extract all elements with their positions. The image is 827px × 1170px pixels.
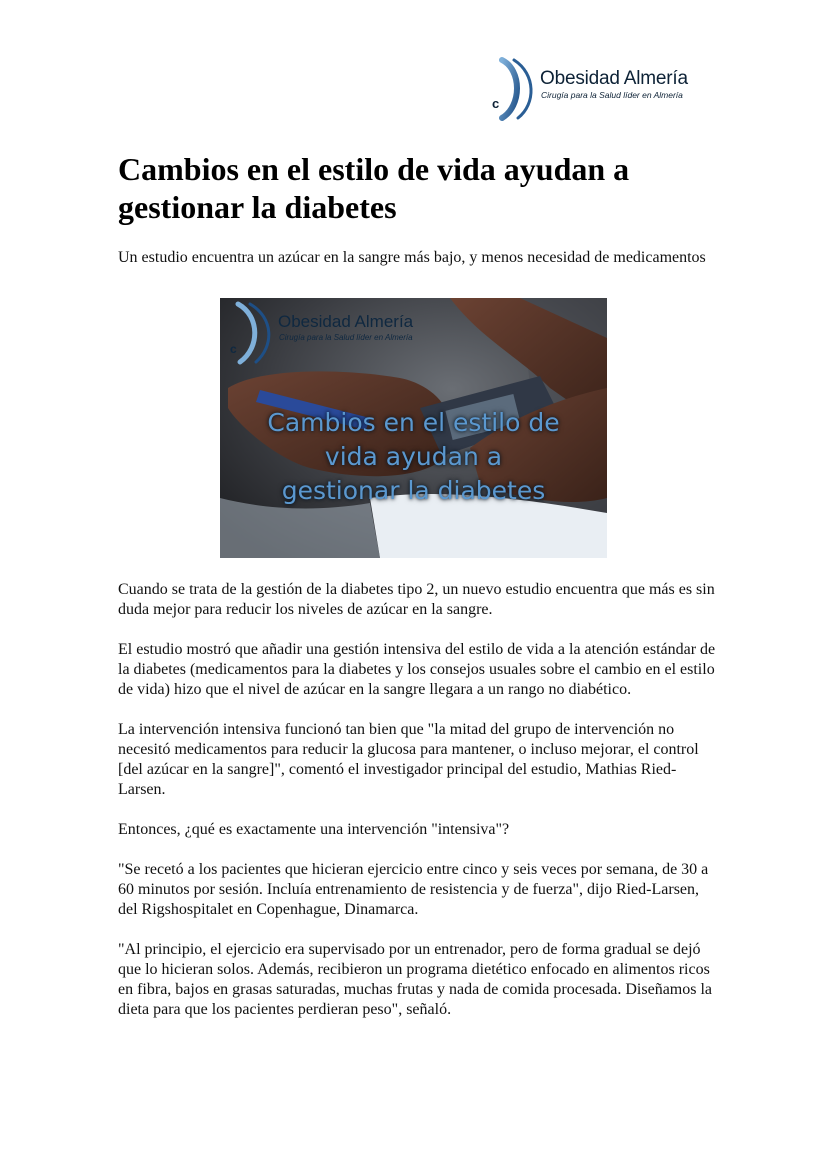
article-paragraph: La intervención intensiva funcionó tan bien que "la mitad del grupo de intervención no necesitó medicamentos para reducir la glucosa para mantener, o incluso mejorar, el control [del azúcar en la sangre]", comentó el investigador principal del estudio, Mathias Ried-Larsen. <box>118 721 699 798</box>
header-logo <box>488 56 718 128</box>
hero-overlay-title <box>220 406 607 508</box>
article-paragraph: Cuando se trata de la gestión de la diabetes tipo 2, un nuevo estudio encuentra que más es sin duda mejor para reducir los niveles de azúcar en la sangre. <box>118 581 715 618</box>
logo-brand-text: Obesidad Almería <box>540 68 688 89</box>
article-title: Cambios en el estilo de vida ayudan a gestionar la diabetes <box>118 151 630 225</box>
hero-image <box>220 298 607 558</box>
hero-overlay-line: vida ayudan a <box>324 442 503 471</box>
svg-text:c: c <box>230 342 237 356</box>
article-paragraph: "Al principio, el ejercicio era supervisado por un entrenador, pero de forma gradual se dejó que lo hicieran solos. Además, recibieron un programa dietético enfocado en alimentos ricos en fibra, bajos en grasas saturadas, muchas frutas y nada de comida procesada. Diseñamos la dieta para que los pacientes perdieran peso", señaló. <box>118 941 713 1018</box>
article <box>118 150 718 1020</box>
hero-overlay-line: gestionar la diabetes <box>281 476 546 505</box>
hero-tagline-text: Cirugía para la Salud líder en Almería <box>279 333 413 342</box>
article-subtitle: Un estudio encuentra un azúcar en la sangre más bajo, y menos necesidad de medicamentos <box>118 249 706 266</box>
article-paragraph: El estudio mostró que añadir una gestión intensiva del estilo de vida a la atención estándar de la diabetes (medicamentos para la diabetes y los consejos usuales sobre el cambio en el estilo de vida) hizo que el nivel de azúcar en la sangre llegara a un rango no diabético. <box>118 641 716 698</box>
article-paragraph: "Se recetó a los pacientes que hicieran ejercicio entre cinco y seis veces por semana, de 30 a 60 minutos por sesión. Incluía entrenamiento de resistencia y de fuerza", dijo Ried-Larsen, del Rigshospitalet en Copenhague, Dinamarca. <box>118 861 709 918</box>
hero-overlay-line: Cambios en el estilo de <box>267 408 560 437</box>
hero-brand-text: Obesidad Almería <box>278 312 414 331</box>
logo-tagline-text: Cirugía para la Salud líder en Almería <box>541 90 683 100</box>
article-paragraph: Entonces, ¿qué es exactamente una intervención "intensiva"? <box>118 821 510 838</box>
svg-text:c: c <box>492 96 500 111</box>
